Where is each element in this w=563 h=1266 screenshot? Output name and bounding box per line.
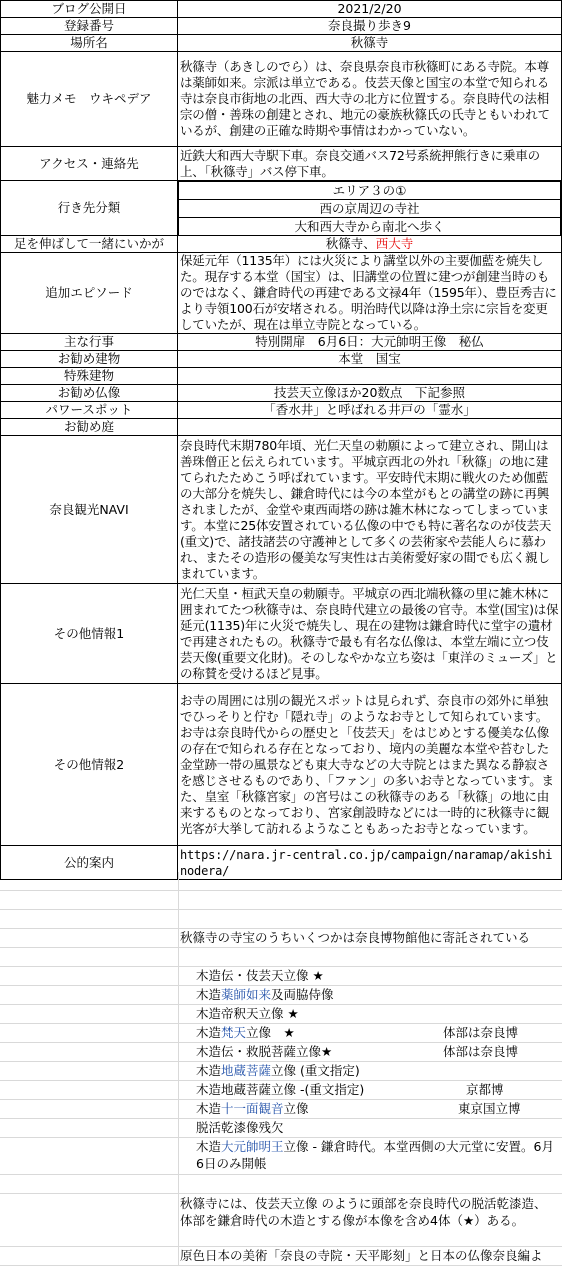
- row-building: [1, 351, 562, 368]
- books-row: [0, 1247, 562, 1266]
- item-text: 木造地蔵菩薩立像 -(重文指定): [196, 1082, 365, 1097]
- treasure-item: [0, 1043, 562, 1062]
- building-label: お勧め建物: [1, 351, 178, 368]
- item-location-note: 体部は奈良博: [443, 1025, 519, 1040]
- special-label: 特殊建物: [1, 368, 178, 385]
- blank-row: [0, 891, 562, 910]
- item-location-note: 東京国立博: [458, 1101, 521, 1116]
- row-garden: [1, 419, 562, 436]
- destination-label: 行き先分類: [1, 181, 178, 236]
- row-registration: [1, 18, 562, 35]
- special-value: [178, 368, 562, 385]
- destination-group: 西の京周辺の寺社: [179, 200, 561, 218]
- info2-value: お寺の周囲には別の観光スポットは見られず、奈良市の郊外に単独でひっそりと佇む「隠れ寺」のようなお寺として知られています。お寺は奈良時代からの歴史と「伎芸天」をはじめとする優美な仏像の存在で知られる存在となっており、境内の美麗な本堂や苔むした金堂跡一帯の風景なども東大寺などの大寺院とはまた異なる静寂さを感じさせるものであり、「ファン」の多いお寺となっています。また、皇室「秋篠宮家」の宮号はこの秋篠寺のある「秋篠」の地に由来するものとなっており、宮家創設時などには一時的に秋篠寺に観光客が大挙して訪れるようなこともあったお寺となっています。: [178, 684, 562, 846]
- place-label: 場所名: [1, 35, 178, 52]
- treasure-item: [0, 1005, 562, 1024]
- row-special: [1, 368, 562, 385]
- official-link[interactable]: https://nara.jr-central.co.jp/campaign/naramap/akishinodera/: [178, 846, 562, 880]
- item-location-note: 京都博: [466, 1082, 504, 1097]
- blank-row: [0, 872, 562, 891]
- row-episode: [1, 253, 562, 334]
- row-destination: [1, 181, 562, 236]
- item-location-note: 体部は奈良博: [443, 1044, 519, 1059]
- treasure-notes: [0, 872, 562, 1266]
- daigensui-row: [0, 1138, 562, 1175]
- episode-value: 保延元年（1135年）には火災により講堂以外の主要伽藍を焼失した。現存する本堂（国宝）は、旧講堂の位置に建つが創建当時のものではなく、鎌倉時代の再建である文禄4年（1595年）、豊臣秀吉により寺領100石が安堵される。明治時代以降は浄土宗に宗旨を変更していたが、現在は単立寺院となっている。: [178, 253, 562, 334]
- blank-row: [0, 948, 562, 967]
- navi-label: 奈良観光NAVI: [1, 436, 178, 584]
- official-label: 公的案内: [1, 846, 178, 880]
- item-text: 木造: [196, 1063, 222, 1078]
- garden-label: お勧め庭: [1, 419, 178, 436]
- blog-date-value: 2021/2/20: [178, 1, 562, 18]
- row-power: [1, 402, 562, 419]
- power-label: パワースポット: [1, 402, 178, 419]
- treasure-item: [0, 1024, 562, 1043]
- item-text: 木造: [196, 1139, 222, 1154]
- item-text: 立像: [283, 1101, 309, 1116]
- item-highlight-link[interactable]: 薬師如来: [221, 987, 272, 1002]
- treasure-item: [0, 1081, 562, 1100]
- registration-value: 奈良撮り歩き9: [178, 18, 562, 35]
- row-info1: [1, 584, 562, 684]
- item-text: 立像 (重文指定): [271, 1063, 360, 1078]
- access-value: 近鉄大和西大寺駅下車。奈良交通バス72号系統押熊行きに乗車の上、「秋篠寺」バス停下車。: [178, 147, 562, 181]
- item-text: 木造帝釈天立像 ★: [196, 1006, 299, 1021]
- extend-label: 足を伸ばして一緒にいかが: [1, 236, 178, 253]
- garden-value: [178, 419, 562, 436]
- info1-value: 光仁天皇・桓武天皇の勅願寺。平城京の西北端秋篠の里に雑木林に囲まれてたつ秋篠寺は、奈良時代建立の最後の官寺。本堂(国宝)は保延元(1135)年に火災で焼失し、現在の建物は鎌倉時代に堂宇の遺材で再建されたもの。秋篠寺で最も有名な仏像は、本堂左端に立つ伎芸天像(重要文化財)。そのしなやかな立ち姿は「東洋のミューズ」との称賛を受けるほど見事。: [178, 584, 562, 684]
- extend-value: [178, 236, 562, 253]
- registration-label: 登録番号: [1, 18, 178, 35]
- charm-value: 秋篠寺（あきしのでら）は、奈良県奈良市秋篠町にある寺院。本尊は薬師如来。宗派は単立である。伎芸天像と国宝の本堂で知られる寺は奈良市街地の北西、西大寺の北方に位置する。奈良時代の法相宗の僧・善珠の創建とされ、地元の豪族秋篠氏の氏寺ともいわれているが、創建の正確な時期や事情はわかっていない。: [178, 52, 562, 147]
- row-access: [1, 147, 562, 181]
- treasure-item: [0, 986, 562, 1005]
- books-note: 原色日本の美術「奈良の寺院・天平彫刻」と日本の仏像奈良編よ: [180, 1248, 543, 1263]
- building-value: 本堂 国宝: [178, 351, 562, 368]
- item-highlight-link[interactable]: 大元帥明王: [221, 1139, 284, 1154]
- buddha-label: お勧め仏像: [1, 385, 178, 402]
- item-highlight-link[interactable]: 梵天: [221, 1025, 247, 1040]
- treasure-item: [0, 1062, 562, 1081]
- row-buddha: [1, 385, 562, 402]
- entrusted-row: [0, 929, 562, 948]
- buddha-value: 技芸天立像ほか20数点 下記参照: [178, 385, 562, 402]
- destination-values: [178, 181, 562, 236]
- row-charm: [1, 52, 562, 147]
- item-text: 木造伝・救脱菩薩立像★: [196, 1044, 333, 1059]
- row-navi: [1, 436, 562, 584]
- item-highlight-link[interactable]: 十一面観音: [221, 1101, 284, 1116]
- kanshitsu-note: 秋篠寺には、伎芸天立像 のように頭部を奈良時代の脱活乾漆造、体部を鎌倉時代の木造とする像が本像を含め4体（★）ある。: [180, 1196, 547, 1228]
- blank-row: [0, 910, 562, 929]
- destination-area: エリア３の①: [179, 182, 561, 200]
- treasure-item: [0, 1100, 562, 1119]
- row-event: [1, 334, 562, 351]
- extend-temple-1: 秋篠寺、: [325, 236, 376, 251]
- kanshitsu-row: [0, 1194, 562, 1247]
- item-text: 木造伝・伎芸天立像 ★: [196, 968, 324, 983]
- item-text: 及両脇侍像: [271, 987, 334, 1002]
- blank-row: [0, 1175, 562, 1194]
- access-label: アクセス・連絡先: [1, 147, 178, 181]
- row-info2: [1, 684, 562, 846]
- item-text: 木造: [196, 1025, 222, 1040]
- treasure-item: [0, 1119, 562, 1138]
- row-blog-date: [1, 1, 562, 18]
- entrusted-note: 秋篠寺の寺宝のうちいくつかは奈良博物館他に寄託されている: [180, 930, 531, 945]
- treasure-item: [0, 967, 562, 986]
- charm-label: 魅力メモ ウキペデア: [1, 52, 178, 147]
- item-text: 立像 - 鎌倉時代。本堂西側の大元堂に安置。6月6日のみ開帳: [196, 1139, 554, 1171]
- episode-label: 追加エピソード: [1, 253, 178, 334]
- info1-label: その他情報1: [1, 584, 178, 684]
- item-text: 立像 ★: [246, 1025, 295, 1040]
- blog-date-label: ブログ公開日: [1, 1, 178, 18]
- place-value: 秋篠寺: [178, 35, 562, 52]
- item-text: 脱活乾漆像残欠: [196, 1120, 284, 1135]
- item-highlight-link[interactable]: 地蔵菩薩: [221, 1063, 272, 1078]
- destination-route: 大和西大寺から南北へ歩く: [179, 218, 561, 236]
- event-label: 主な行事: [1, 334, 178, 351]
- item-text: 木造: [196, 1101, 222, 1116]
- power-value: 「香水井」と呼ばれる井戸の「霊水」: [178, 402, 562, 419]
- event-value: 特別開扉 6月6日：大元帥明王像 秘仏: [178, 334, 562, 351]
- row-extend: [1, 236, 562, 253]
- row-place: [1, 35, 562, 52]
- info2-label: その他情報2: [1, 684, 178, 846]
- extend-temple-2-link[interactable]: 西大寺: [375, 236, 414, 251]
- item-text: 木造: [196, 987, 222, 1002]
- navi-value: 奈良時代末期780年頃、光仁天皇の勅願によって建立され、開山は善珠僧正と伝えられています。平城京西北の外れ「秋篠」の地に建てられたためこう呼ばれています。平安時代末期に戦火のため伽藍の大部分を焼失し、鎌倉時代には今の本堂がもとの講堂の跡に再興されましたが、金堂や東西両塔の跡は雑木林になってしまっています。本堂に25体安置されている仏像の中でも特に著名なのが伎芸天(重文)で、諸技諸芸の守護神として多くの芸術家や芸能人らに慕われ、またその造形の優美な写実性は古美術愛好家の間でも広く親しまれています。: [178, 436, 562, 584]
